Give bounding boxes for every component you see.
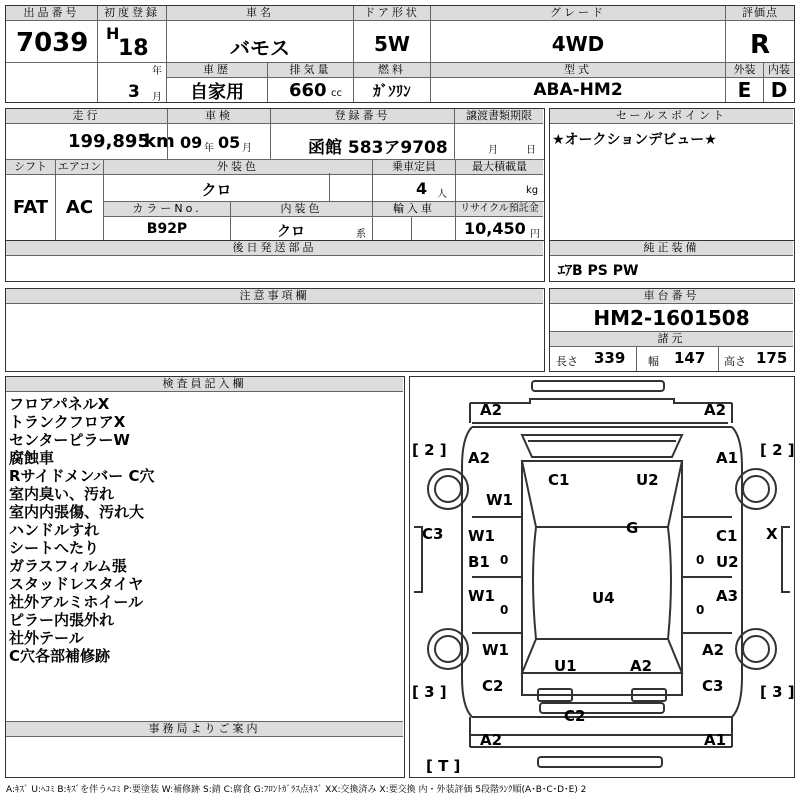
mark-rear-fender-left: C2 — [482, 677, 504, 695]
notes-block — [5, 288, 545, 372]
lot-number: 7039 — [16, 28, 89, 58]
mark-rear-fender-right: C3 — [702, 677, 724, 695]
mark-roof-front: G — [626, 519, 639, 537]
mark-tailgate: C2 — [564, 707, 586, 725]
color: クロ — [201, 181, 232, 199]
note-line: センターピラーW — [9, 431, 130, 449]
length: 339 — [594, 349, 626, 367]
mark-front-bumper-right: A2 — [704, 401, 727, 419]
mark-door-handle: 0 — [696, 553, 705, 567]
reg-year: 18 — [118, 36, 149, 61]
fuel-label: 燃料 — [354, 63, 430, 78]
insp-year: 09 — [180, 133, 203, 152]
disp-unit: cc — [331, 88, 342, 99]
interior-unit: 系 — [356, 229, 366, 240]
plate: 函館 583ア9708 — [308, 138, 448, 158]
mark-left-rear-door: W1 — [468, 587, 495, 605]
recycle-unit: 円 — [530, 229, 540, 240]
lot-label: 出品番号 — [6, 6, 97, 21]
mark-front-fender-right: A1 — [716, 449, 739, 467]
shift: FAT — [12, 197, 49, 218]
later-parts-block — [5, 240, 545, 282]
ext-grade: E — [737, 78, 752, 102]
color-no-label: カラーNo. — [104, 202, 230, 217]
mark-left-mirror: C3 — [422, 525, 444, 543]
reg-month: 3 — [128, 82, 140, 102]
mark-rear-bumper-right: A1 — [704, 731, 727, 749]
equipment: ｴｱB PS PW — [558, 263, 639, 279]
recycle-label: リサイクル預託金 — [456, 202, 543, 217]
dims-label: 諸元 — [550, 331, 793, 347]
car-name-label: 車名 — [167, 6, 353, 21]
mark-right-rear-tire: [ 3 ] — [760, 683, 795, 701]
displacement: 660 — [289, 80, 327, 101]
mark-door-handle: 0 — [696, 603, 705, 617]
door-label: ドア形状 — [354, 6, 430, 21]
mark-left-front-door: W1 — [468, 527, 495, 545]
legend: A:ｷｽﾞ U:ﾍｺﾐ B:ｷｽﾞを伴うﾍｺﾐ P:要塗装 W:補修跡 S:錆 C:腐食 G:ﾌﾛﾝﾄｶﾞﾗｽ点ｷｽﾞ XX:交換済み X:要交換 内・外装評価 5段階ﾗﾝｸ順(A･B･C･D･E) 2 — [6, 785, 587, 795]
mark-rear-left-glass: U1 — [554, 657, 577, 675]
mark-right-rear-door: A3 — [716, 587, 739, 605]
recycle: 10,450 — [464, 219, 526, 238]
int-grade: D — [770, 78, 788, 102]
reg-month-unit: 月 — [152, 92, 162, 103]
era: H — [106, 24, 120, 43]
history: 自家用 — [190, 82, 244, 103]
insp-month-unit: 月 — [242, 143, 252, 154]
mark-right-front-door-lower: U2 — [716, 553, 739, 571]
chassis-number: HM2-1601508 — [593, 306, 750, 330]
mileage: 199,895 — [68, 131, 150, 152]
notes-label: 注意事項欄 — [6, 289, 543, 304]
equipment-block — [549, 240, 795, 282]
height-label: 高さ — [724, 355, 746, 368]
car-name: バモス — [230, 36, 290, 60]
color-label: 外装色 — [104, 160, 372, 175]
mileage-label: 走行 — [6, 109, 167, 124]
chassis-block — [549, 288, 795, 372]
note-line: 社外テール — [9, 629, 84, 647]
mark-door-handle: 0 — [500, 553, 509, 567]
mark-right-front-tire: [ 2 ] — [760, 441, 795, 459]
fuel: ｶﾞｿﾘﾝ — [373, 82, 411, 100]
note-line: Rサイドメンバー C穴 — [9, 467, 155, 485]
grade-label: グレード — [431, 6, 725, 21]
mark-left-front-tire: [ 2 ] — [412, 441, 447, 459]
note-line: 社外アルミホイール — [9, 593, 144, 611]
mark-rear-right-panel: A2 — [702, 641, 725, 659]
insp-year-unit: 年 — [204, 143, 214, 154]
mark-right-mirror: X — [766, 525, 778, 543]
note-line: ピラー内張外れ — [9, 611, 115, 629]
mark-rear-bumper-left: A2 — [480, 731, 503, 749]
history-label: 車歴 — [167, 63, 267, 78]
ac-label: エアコン — [57, 160, 102, 173]
model-code: ABA-HM2 — [533, 80, 623, 100]
door-type: 5W — [374, 32, 410, 56]
vehicle-info-block — [5, 108, 545, 242]
grade: 4WD — [551, 32, 605, 56]
note-line: ガラスフィルム張 — [9, 557, 127, 575]
mark-left-rear-tire: [ 3 ] — [412, 683, 447, 701]
load-label: 最大積載量 — [456, 160, 543, 175]
damage-diagram — [409, 376, 795, 778]
note-line: 室内臭い、汚れ — [9, 485, 115, 503]
inspection-label: 車検 — [168, 109, 270, 124]
office-label: 事務局よりご案内 — [6, 721, 403, 737]
plate-label: 登録番号 — [271, 109, 454, 124]
disp-label: 排気量 — [268, 63, 353, 78]
width: 147 — [674, 349, 706, 367]
note-line: 腐蝕車 — [9, 449, 55, 467]
import-label: 輸入車 — [373, 202, 455, 217]
chassis-label: 車台番号 — [550, 289, 793, 304]
mark-right-front-door: C1 — [716, 527, 738, 545]
interior: クロ — [277, 224, 305, 240]
model-label: 型式 — [431, 63, 725, 78]
mark-spare-tire: [ T ] — [426, 757, 461, 775]
note-line: スタッドレスタイヤ — [9, 575, 144, 593]
load-unit: kg — [526, 185, 539, 196]
interior-label: 内装色 — [231, 202, 372, 217]
capacity: 4 — [416, 179, 428, 198]
capacity-unit: 人 — [437, 189, 447, 200]
inspector-block — [5, 376, 405, 778]
transfer-month: 月 — [488, 145, 498, 156]
ac: AC — [65, 197, 94, 218]
insp-month: 05 — [218, 133, 241, 152]
mark-left-front-door-lower: B1 — [468, 553, 490, 571]
first-reg-label: 初度登録 — [98, 6, 166, 21]
score: R — [749, 30, 771, 60]
later-parts-label: 後日発送部品 — [6, 241, 543, 256]
inspector-label: 検査員記入欄 — [6, 377, 403, 392]
shift-label: シフト — [6, 160, 55, 175]
note-line: フロアパネルX — [9, 395, 110, 413]
mark-hood-right: U2 — [636, 471, 659, 489]
mark-rear-right-glass: A2 — [630, 657, 653, 675]
mileage-unit: km — [144, 131, 175, 152]
width-label: 幅 — [648, 355, 659, 368]
score-label: 評価点 — [726, 6, 794, 21]
car-outline-diagram — [410, 377, 794, 777]
note-line: 室内内張傷、汚れ大 — [9, 503, 145, 521]
mark-rear-left-panel: W1 — [482, 641, 509, 659]
mark-hood-left: C1 — [548, 471, 570, 489]
mark-front-fender-left: A2 — [468, 449, 491, 467]
note-line: ハンドルすれ — [9, 521, 100, 539]
mark-front-bumper-left: A2 — [480, 401, 503, 419]
ext-grade-label: 外装 — [726, 63, 763, 78]
transfer-label: 譲渡書類期限 — [455, 109, 543, 124]
length-label: 長さ — [556, 355, 578, 368]
note-line: トランクフロアX — [9, 413, 126, 431]
sales-point-block — [549, 108, 795, 242]
equipment-label: 純正装備 — [550, 241, 793, 256]
int-grade-label: 内装 — [764, 63, 794, 78]
transfer-day: 日 — [526, 145, 536, 156]
reg-year-unit: 年 — [152, 66, 162, 77]
mark-front-left-panel: W1 — [486, 491, 513, 509]
height: 175 — [756, 349, 788, 367]
mark-roof: U4 — [592, 589, 615, 607]
mark-door-handle: 0 — [500, 603, 509, 617]
color-no: B92P — [146, 221, 188, 237]
note-line: C穴各部補修跡 — [9, 647, 111, 665]
header-block — [5, 5, 795, 103]
capacity-label: 乗車定員 — [373, 160, 455, 175]
sales-label: セールスポイント — [550, 109, 793, 124]
note-line: シートへたり — [9, 539, 100, 557]
sales-point: ★オークションデビュー★ — [552, 132, 717, 148]
